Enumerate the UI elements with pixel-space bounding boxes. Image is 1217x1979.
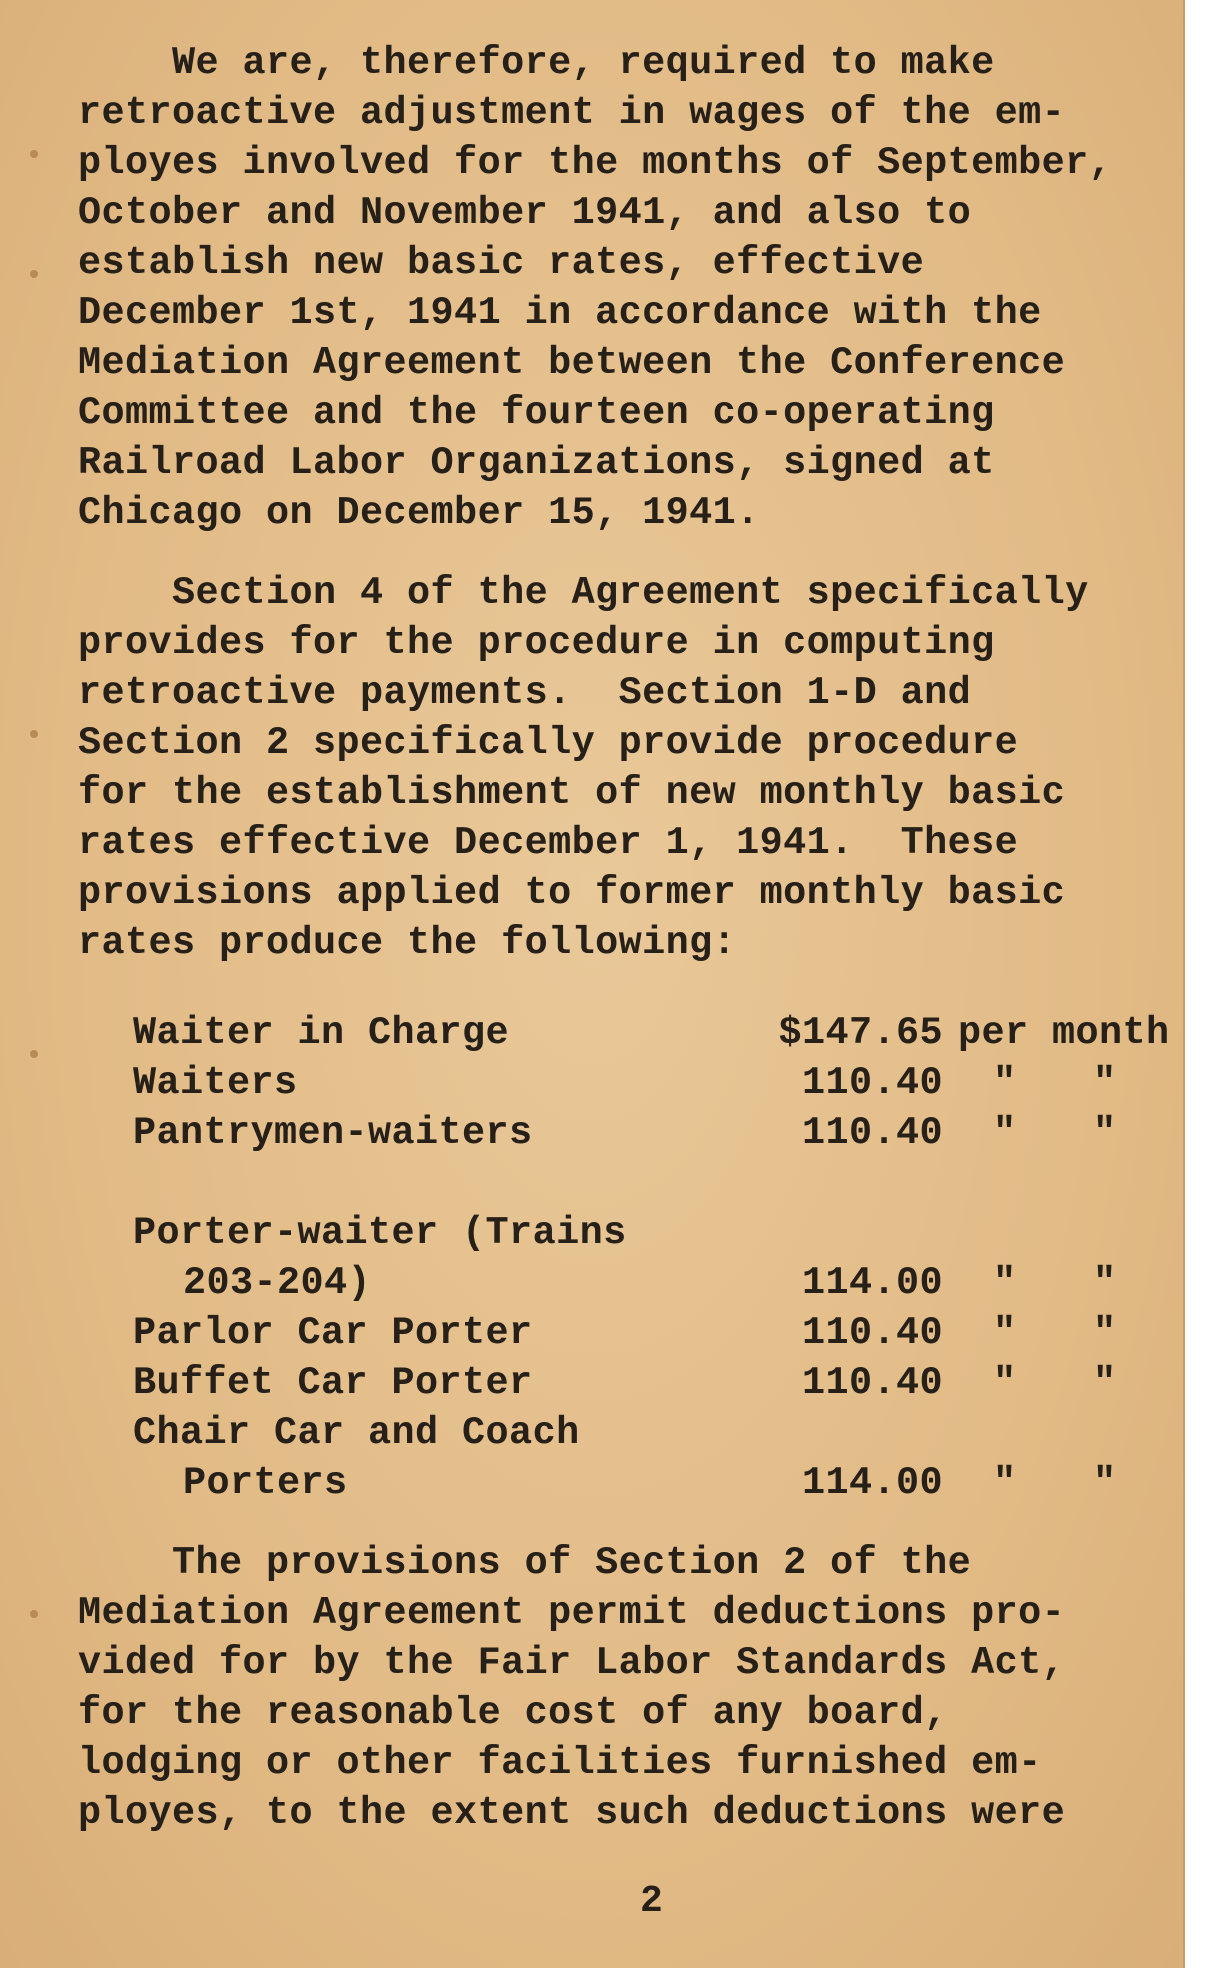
text-line: Section 2 specifically provide procedure: [78, 721, 1019, 765]
text-line: ployes, to the extent such deductions were: [78, 1791, 1066, 1835]
text-line: October and November 1941, and also to: [78, 191, 972, 235]
text-line: December 1st, 1941 in accordance with the: [78, 291, 1042, 335]
table-row: [78, 1108, 1178, 1158]
page-number: 2: [640, 1880, 663, 1923]
text-line: retroactive adjustment in wages of the em-: [78, 91, 1066, 135]
text-line: We are, therefore, required to make: [78, 41, 995, 85]
text-line: Railroad Labor Organizations, signed at: [78, 441, 995, 485]
rate-label: Waiter in Charge: [133, 1011, 510, 1055]
text-line: provisions applied to former monthly basic: [78, 871, 1066, 915]
text-line: establish new basic rates, effective: [78, 241, 925, 285]
table-row: [78, 1008, 1178, 1058]
document-body: [78, 38, 1178, 1868]
ditto-mark: ": [993, 1461, 1017, 1505]
paper-hole: [30, 1610, 38, 1618]
paper-hole: [30, 1050, 38, 1058]
text-line: lodging or other facilities furnished em-: [78, 1741, 1042, 1785]
rate-amount: $147.65: [778, 1011, 943, 1055]
rate-label: Porter-waiter (Trains: [133, 1211, 627, 1255]
rate-unit: per month: [958, 1011, 1170, 1055]
text-line: for the establishment of new monthly basic: [78, 771, 1066, 815]
text-line: for the reasonable cost of any board,: [78, 1691, 948, 1735]
text-line: ployes involved for the months of September,: [78, 141, 1113, 185]
text-line: The provisions of Section 2 of the: [78, 1541, 972, 1585]
text-line: rates produce the following:: [78, 921, 737, 965]
table-row: [78, 1208, 1178, 1258]
text-line: rates effective December 1, 1941. These: [78, 821, 1019, 865]
paragraph-2: [78, 568, 1178, 968]
rate-amount: 110.40: [801, 1361, 943, 1405]
rate-label: Pantrymen-waiters: [133, 1111, 533, 1155]
text-line: vided for by the Fair Labor Standards Act,: [78, 1641, 1066, 1685]
rate-label: 203-204): [183, 1261, 372, 1305]
ditto-mark: ": [993, 1311, 1017, 1355]
table-row: [78, 1358, 1178, 1408]
rate-label: Waiters: [133, 1061, 298, 1105]
table-row: [78, 1308, 1178, 1358]
rates-table: [78, 1008, 1178, 1508]
text-line: Mediation Agreement permit deductions pro-: [78, 1591, 1066, 1635]
rate-amount: 110.40: [801, 1311, 943, 1355]
rate-label: Porters: [183, 1461, 348, 1505]
text-line: provides for the procedure in computing: [78, 621, 995, 665]
rate-label: Buffet Car Porter: [133, 1361, 533, 1405]
ditto-mark: ": [1093, 1361, 1117, 1405]
rate-amount: 114.00: [801, 1261, 943, 1305]
table-row: [78, 1458, 1178, 1508]
text-line: Committee and the fourteen co-operating: [78, 391, 995, 435]
rate-label: Chair Car and Coach: [133, 1411, 580, 1455]
paper-hole: [30, 270, 38, 278]
table-row: [78, 1408, 1178, 1458]
paper-hole: [30, 730, 38, 738]
rate-label: Parlor Car Porter: [133, 1311, 533, 1355]
ditto-mark: ": [993, 1261, 1017, 1305]
table-row: [78, 1258, 1178, 1308]
ditto-mark: ": [993, 1111, 1017, 1155]
ditto-mark: ": [1093, 1311, 1117, 1355]
table-row: [78, 1058, 1178, 1108]
ditto-mark: ": [993, 1061, 1017, 1105]
ditto-mark: ": [1093, 1261, 1117, 1305]
ditto-mark: ": [1093, 1461, 1117, 1505]
ditto-mark: ": [1093, 1111, 1117, 1155]
text-line: retroactive payments. Section 1-D and: [78, 671, 972, 715]
paragraph-3: [78, 1538, 1178, 1838]
rate-amount: 114.00: [801, 1461, 943, 1505]
rate-amount: 110.40: [801, 1111, 943, 1155]
ditto-mark: ": [1093, 1061, 1117, 1105]
text-line: Section 4 of the Agreement specifically: [78, 571, 1089, 615]
text-line: Chicago on December 15, 1941.: [78, 491, 760, 535]
paper-hole: [30, 150, 38, 158]
text-line: Mediation Agreement between the Conference: [78, 341, 1066, 385]
ditto-mark: ": [993, 1361, 1017, 1405]
rate-amount: 110.40: [801, 1061, 943, 1105]
paragraph-1: [78, 38, 1178, 538]
